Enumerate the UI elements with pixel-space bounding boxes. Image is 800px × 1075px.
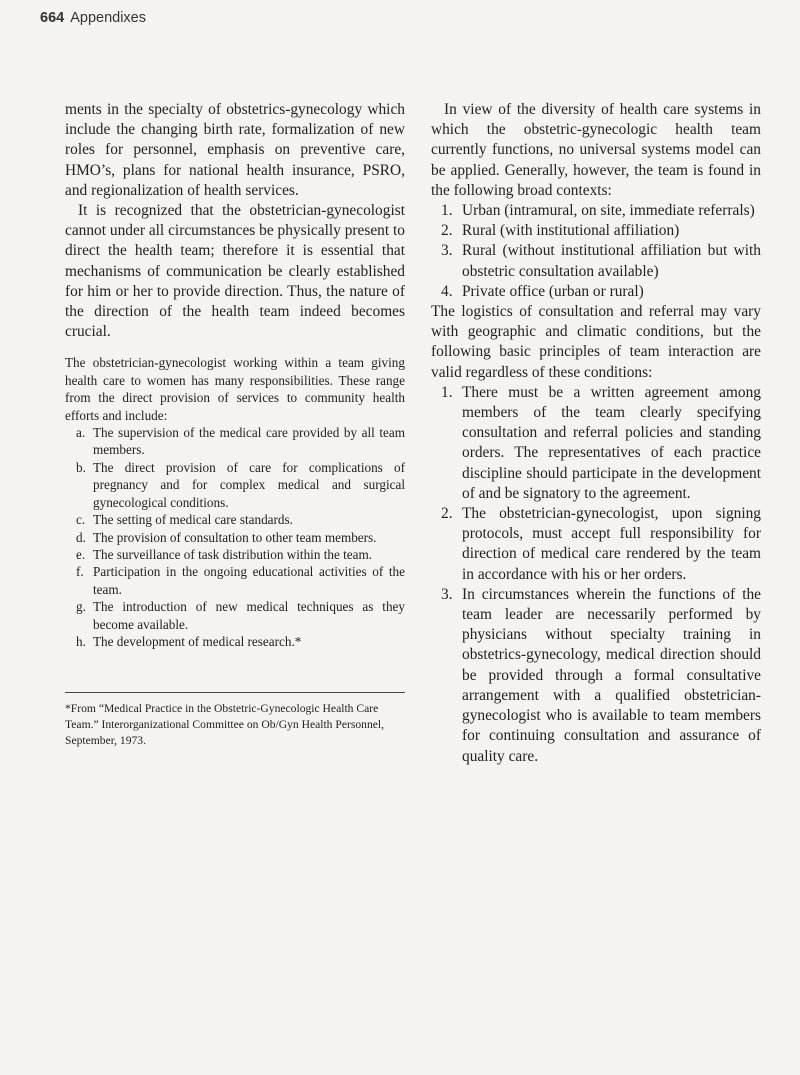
- list-item: h. The development of medical research.*: [76, 633, 302, 649]
- list-item: 3. Rural (without institutional affiliation but with obstetric consultation available): [441, 242, 761, 280]
- paragraph: It is recognized that the obstetrician-gynecologist cannot under all circumstances be physically present to direct the health team; therefore it is essential that mechanisms of communication be clearly established for him or her to provide direction. Thus, the nature of the direction of the health team indeed becomes crucial.: [65, 202, 405, 341]
- list-item: 4. Private office (urban or rural): [441, 282, 644, 300]
- list-item: 3. In circumstances wherein the functions of the team leader are necessarily performed by physicians without specialty training in obstetrics-gynecology, medical direction should be provided through a formal consultative arrangement with a qualified obstetrician-gynecologist who is available to team members for continuing consultation and assurance of quality care.: [441, 585, 761, 765]
- right-column: [431, 100, 761, 767]
- contexts-list: [431, 201, 761, 302]
- responsibilities-list: [65, 424, 405, 650]
- left-column: [65, 100, 405, 748]
- page-number: 664: [40, 10, 65, 26]
- list-item: a. The supervision of the medical care provided by all team members.: [76, 425, 405, 458]
- list-item: c. The setting of medical care standards.: [76, 512, 293, 528]
- running-title: Appendixes: [70, 10, 146, 26]
- footnote: *From “Medical Practice in the Obstetric-Gynecologic Health Care Team.” Interorganizational Committee on Ob/Gyn Health Personnel, September, 1973.: [65, 692, 405, 748]
- list-item: 1. There must be a written agreement among members of the team clearly specifying consultation and referral policies and standing orders. The representatives of each practice discipline should participate in the development of and be signatory to the agreement.: [441, 383, 761, 502]
- list-item: b. The direct provision of care for complications of pregnancy and for complex medical and surgical gynecological conditions.: [76, 459, 405, 510]
- list-item: 2. Rural (with institutional affiliation): [441, 222, 680, 240]
- list-item: f. Participation in the ongoing educational activities of the team.: [76, 564, 405, 597]
- list-item: g. The introduction of new medical techniques as they become available.: [76, 599, 405, 632]
- paragraph: ments in the specialty of obstetrics-gynecology which include the changing birth rate, formalization of new roles for personnel, emphasis on preventive care, HMO’s, plans for national health insurance, PSRO, and regionalization of health services.: [65, 101, 405, 199]
- list-item: d. The provision of consultation to other team members.: [76, 529, 377, 545]
- list-item: 2. The obstetrician-gynecologist, upon signing protocols, must accept full responsibility for direction of medical care rendered by the team in accordance with his or her orders.: [441, 505, 761, 583]
- quote-intro: The obstetrician-gynecologist working within a team giving health care to women has many responsibilities. These range from the direct provision of services to community health efforts and include:: [65, 355, 405, 423]
- paragraph: In view of the diversity of health care systems in which the obstetric-gynecologic health team currently functions, no universal systems model can be applied. Generally, however, the team is found in the following broad contexts:: [431, 101, 761, 199]
- paragraph: The logistics of consultation and referral may vary with geographic and climatic conditions, but the following basic principles of team interaction are valid regardless of these conditions:: [431, 303, 761, 381]
- running-header: [40, 10, 146, 26]
- list-item: e. The surveillance of task distribution within the team.: [76, 546, 373, 562]
- list-item: 1. Urban (intramural, on site, immediate referrals): [441, 202, 755, 220]
- principles-list: [431, 383, 761, 767]
